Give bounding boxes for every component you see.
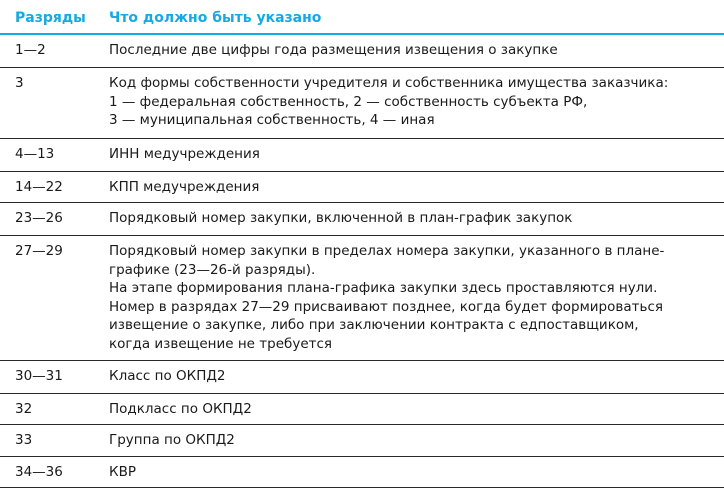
table-row [0,139,724,172]
description-line: КПП медучреждения [109,179,260,195]
table-row [0,172,724,203]
table-row [0,68,724,139]
header-digits: Разряды [15,9,86,26]
description-line: На этапе формирования плана-графика закупки здесь проставляются нули. [109,280,658,296]
table-row [0,35,724,68]
row-description [109,209,724,235]
description-line: Класс по ОКПД2 [109,368,226,384]
row-description [109,431,724,456]
row-range: 1—2 [15,42,46,58]
table-row [0,361,724,394]
row-description [109,400,724,424]
table-row [0,425,724,457]
row-description [109,178,724,202]
description-line: Подкласс по ОКПД2 [109,401,252,417]
header-description: Что должно быть указано [109,9,322,26]
row-range: 32 [15,401,33,417]
description-line: Последние две цифры года размещения извещения о закупке [109,42,558,58]
row-range: 14—22 [15,179,63,195]
row-description [109,242,724,360]
description-line: КВР [109,464,136,480]
row-range: 34—36 [15,464,63,480]
description-line: Группа по ОКПД2 [109,432,235,448]
description-line: извещение о закупке, либо при заключении контракта с едпоставщиком, [109,317,639,333]
row-range: 30—31 [15,368,63,384]
row-range: 33 [15,432,33,448]
description-line: 1 — федеральная собственность, 2 — собственность субъекта РФ, [109,93,588,110]
description-line: Порядковый номер закупки, включенной в план-график закупок [109,210,573,226]
description-line: графике (23—26-й разряды). [109,261,316,278]
row-range: 4—13 [15,146,55,162]
row-range: 27—29 [15,243,63,259]
row-description [109,367,724,393]
table-row [0,457,724,488]
description-line: ИНН медучреждения [109,146,260,162]
row-description [109,145,724,171]
description-line: Код формы собственности учредителя и собственника имущества заказчика: [109,75,669,91]
row-range: 3 [15,75,24,91]
row-description [109,74,724,138]
table-row [0,394,724,425]
table-header [0,0,724,35]
row-description [109,41,724,67]
description-line: Номер в разрядах 27—29 присваивают позднее, когда будет формироваться [109,298,663,315]
description-line: Порядковый номер закупки в пределах номера закупки, указанного в плане- [109,243,665,259]
table-row [0,236,724,361]
table-row [0,203,724,236]
description-line: когда извещение не требуется [109,335,333,352]
description-line: 3 — муниципальная собственность, 4 — иная [109,112,435,128]
row-description [109,463,724,487]
row-range: 23—26 [15,210,63,226]
